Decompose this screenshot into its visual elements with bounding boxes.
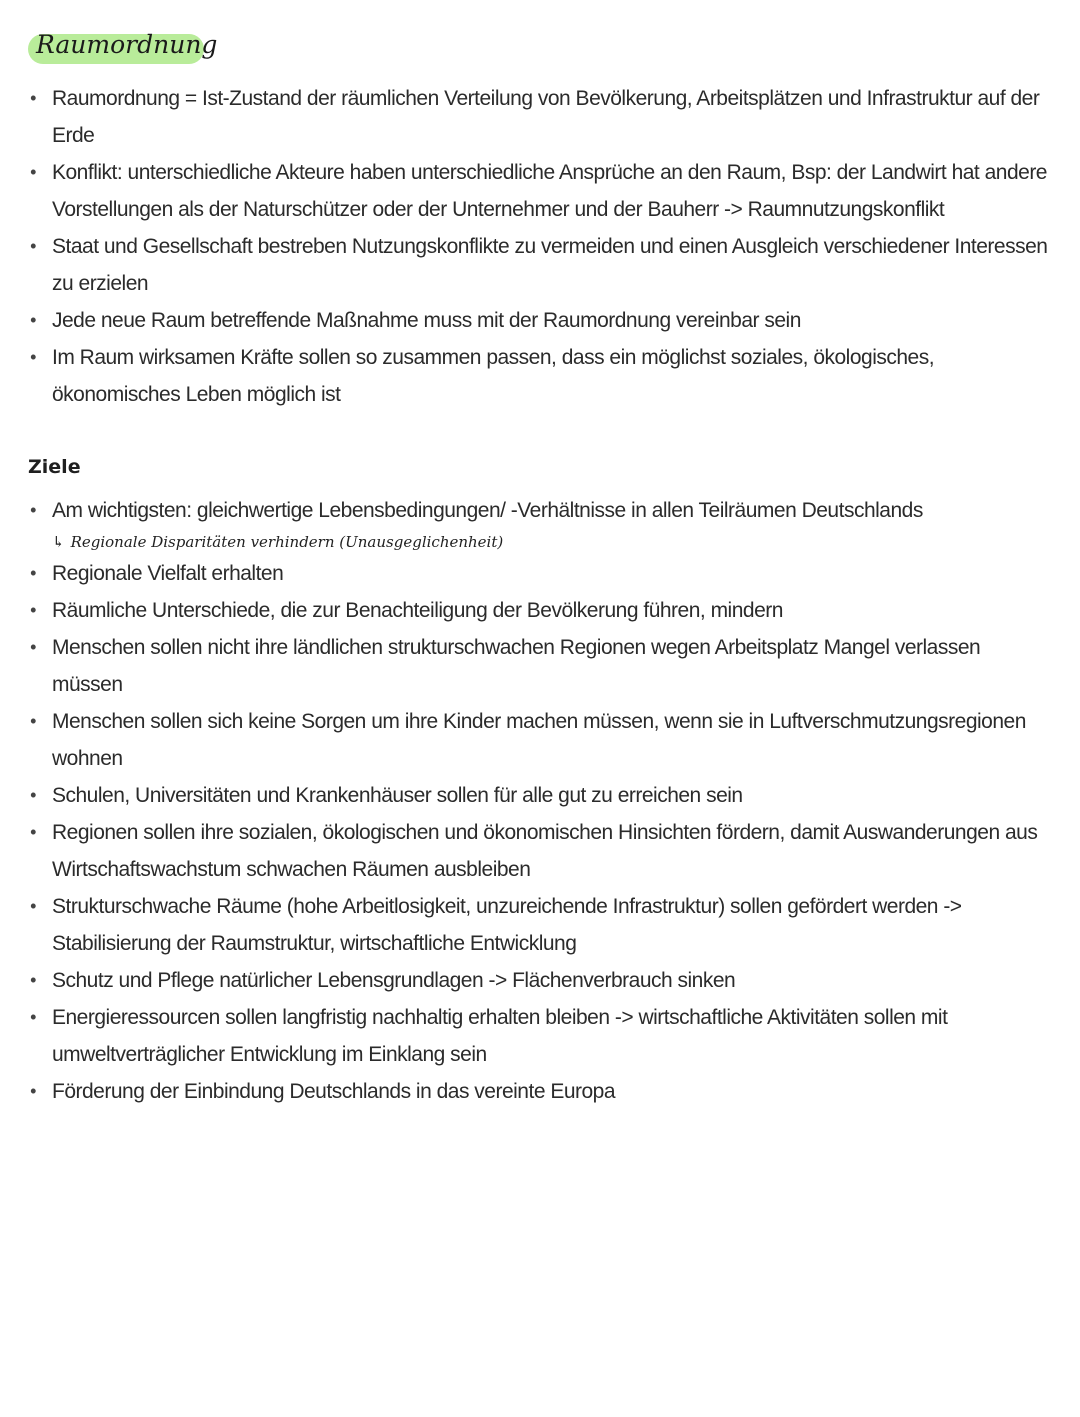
- list-item-text: Raumordnung = Ist-Zustand der räumlichen Verteilung von Bevölkerung, Arbeitsplätzen und Infrastruktur auf der Erde: [52, 87, 1040, 147]
- list-item-text: Räumliche Unterschiede, die zur Benachteiligung der Bevölkerung führen, mindern: [52, 599, 783, 622]
- list-item: [0, 228, 1080, 302]
- bullet-icon: •: [30, 347, 36, 367]
- bullet-icon: •: [30, 711, 36, 731]
- list-item-text: Am wichtigsten: gleichwertige Lebensbedingungen/ -Verhältnisse in allen Teilräumen Deutschlands: [52, 499, 923, 522]
- list-item: [0, 999, 1080, 1073]
- bullet-icon: •: [30, 310, 36, 330]
- bullet-icon: •: [30, 600, 36, 620]
- page-title: Raumordnung: [36, 30, 218, 59]
- list-item: [0, 629, 1080, 703]
- list-item-text: Jede neue Raum betreffende Maßnahme muss mit der Raumordnung vereinbar sein: [52, 309, 801, 332]
- list-item-text: Menschen sollen sich keine Sorgen um ihre Kinder machen müssen, wenn sie in Luftverschmutzungsregionen wohnen: [52, 710, 1026, 770]
- list-item: [0, 339, 1080, 413]
- arrow-return-icon: ↳: [52, 533, 65, 551]
- bullet-icon: •: [30, 785, 36, 805]
- note-text: Regionale Disparitäten verhindern (Unausgeglichenheit): [70, 533, 504, 551]
- bullet-icon: •: [30, 637, 36, 657]
- list-item: [0, 814, 1080, 888]
- list-item: [0, 492, 1080, 555]
- bullet-icon: •: [30, 236, 36, 256]
- bullet-icon: •: [30, 162, 36, 182]
- list-item-text: Energieressourcen sollen langfristig nachhaltig erhalten bleiben -> wirtschaftliche Aktivitäten sollen mit umweltverträglicher Entwicklung im Einklang sein: [52, 1006, 948, 1066]
- list-item: [0, 1073, 1080, 1110]
- bullet-icon: •: [30, 88, 36, 108]
- list-item: [0, 80, 1080, 154]
- list-item: [0, 888, 1080, 962]
- bullet-icon: •: [30, 970, 36, 990]
- bullet-icon: •: [30, 822, 36, 842]
- bullet-icon: •: [30, 1081, 36, 1101]
- list-item-text: Förderung der Einbindung Deutschlands in das vereinte Europa: [52, 1080, 616, 1103]
- title-block: [28, 28, 218, 68]
- list-item-text: Regionen sollen ihre sozialen, ökologischen und ökonomischen Hinsichten fördern, damit Auswanderungen aus Wirtschaftswachstum schwachen Räumen ausbleiben: [52, 821, 1038, 881]
- list-item-text: Schutz und Pflege natürlicher Lebensgrundlagen -> Flächenverbrauch sinken: [52, 969, 736, 992]
- ziele-list: [0, 492, 1080, 1110]
- section-heading-ziele: Ziele: [28, 456, 81, 478]
- list-item-text: Strukturschwache Räume (hohe Arbeitlosigkeit, unzureichende Infrastruktur) sollen gefördert werden -> Stabilisierung der Raumstruktur, wirtschaftliche Entwicklung: [52, 895, 962, 955]
- raumordnung-list: [0, 80, 1080, 413]
- list-item: [0, 555, 1080, 592]
- list-item-text: Schulen, Universitäten und Krankenhäuser sollen für alle gut zu erreichen sein: [52, 784, 743, 807]
- list-item: [0, 154, 1080, 228]
- bullet-icon: •: [30, 896, 36, 916]
- list-item-text: Menschen sollen nicht ihre ländlichen strukturschwachen Regionen wegen Arbeitsplatz Mangel verlassen müssen: [52, 636, 981, 696]
- list-item: [0, 703, 1080, 777]
- list-item-text: Staat und Gesellschaft bestreben Nutzungskonflikte zu vermeiden und einen Ausgleich verschiedener Interessen zu erzielen: [52, 235, 1048, 295]
- list-item-text: Konflikt: unterschiedliche Akteure haben unterschiedliche Ansprüche an den Raum, Bsp: der Landwirt hat andere Vorstellungen als der Naturschützer oder der Unternehmer und der Bauherr -> Raumnutzungskonflikt: [52, 161, 1047, 221]
- list-item-text: Im Raum wirksamen Kräfte sollen so zusammen passen, dass ein möglichst soziales, ökologisches, ökonomisches Leben möglich ist: [52, 346, 935, 406]
- bullet-icon: •: [30, 500, 36, 520]
- list-item: [0, 777, 1080, 814]
- handwritten-note: [52, 529, 1056, 555]
- bullet-icon: •: [30, 1007, 36, 1027]
- list-item: [0, 962, 1080, 999]
- list-item: [0, 592, 1080, 629]
- list-item-text: Regionale Vielfalt erhalten: [52, 562, 284, 585]
- list-item: [0, 302, 1080, 339]
- bullet-icon: •: [30, 563, 36, 583]
